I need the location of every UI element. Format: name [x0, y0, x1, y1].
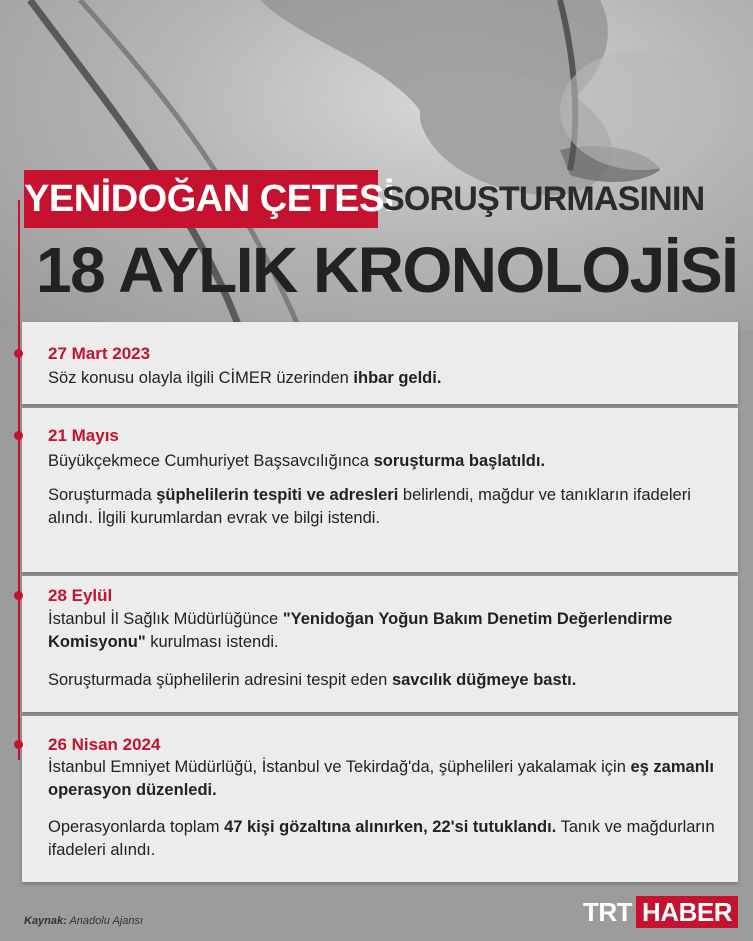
event-date: 27 Mart 2023: [48, 344, 151, 363]
timeline-dot: [14, 591, 23, 600]
event-card: [22, 576, 738, 712]
emphasis-text: ihbar geldi.: [353, 369, 442, 387]
emphasis-text: şüphelilerin tespiti ve adresleri: [156, 486, 399, 504]
timeline-line: [18, 200, 20, 760]
body-text: kurulması istendi.: [145, 633, 279, 651]
source-value: Anadolu Ajansı: [69, 915, 144, 927]
body-text: Soruşturmada şüphelilerin adresini tespit eden: [48, 671, 392, 689]
headline-highlight: YENİDOĞAN ÇETESİ: [24, 170, 378, 228]
event-card: [22, 408, 738, 572]
source-label: Kaynak:: [24, 915, 67, 927]
emphasis-text: eş zamanlı operasyon düzenledi.: [48, 758, 714, 799]
event-text: [48, 756, 718, 862]
timeline-dot: [14, 740, 23, 749]
source-credit: [24, 915, 143, 927]
body-text: Soruşturmada: [48, 486, 157, 504]
event-date: 28 Eylül: [48, 586, 113, 605]
trt-haber-logo: [583, 896, 738, 928]
body-text: İstanbul Emniyet Müdürlüğü, İstanbul ve Tekirdağ'da, şüphelileri yakalamak için: [48, 758, 631, 776]
event-date: 21 Mayıs: [48, 426, 119, 445]
event-paragraph: [48, 484, 718, 530]
emphasis-text: "Yenidoğan Yoğun Bakım Denetim Değerlendirme Komisyonu": [48, 610, 673, 651]
emphasis-text: savcılık düğmeye bastı.: [391, 671, 577, 689]
body-text: Tanık ve mağdurların ifadeleri alındı.: [48, 818, 715, 859]
event-paragraph: [48, 669, 718, 692]
timeline-dot: [14, 349, 23, 358]
emphasis-text: 47 kişi gözaltına alınırken, 22'si tutuklandı.: [224, 818, 557, 836]
event-text: [48, 450, 718, 530]
event-card: [22, 322, 738, 404]
body-text: Operasyonlarda toplam: [48, 818, 225, 836]
event-paragraph: [48, 816, 718, 862]
event-paragraph: [48, 756, 718, 802]
body-text: belirlendi, mağdur ve tanıkların ifadeleri alındı. İlgili kurumlardan evrak ve bilgi istendi.: [48, 486, 691, 527]
event-paragraph: [48, 450, 718, 473]
body-text: İstanbul İl Sağlık Müdürlüğünce: [48, 610, 283, 628]
event-text: [48, 608, 718, 692]
logo-haber-text: HABER: [636, 896, 738, 928]
body-text: Büyükçekmece Cumhuriyet Başsavcılığınca: [48, 452, 374, 470]
emphasis-text: soruşturma başlatıldı.: [373, 452, 546, 470]
event-card: [22, 716, 738, 882]
logo-trt-text: TRT: [583, 896, 633, 927]
headline-line2: 18 AYLIK KRONOLOJİSİ: [36, 234, 738, 306]
timeline-dot: [14, 431, 23, 440]
event-text: [48, 367, 718, 390]
event-paragraph: [48, 608, 718, 654]
event-date: 26 Nisan 2024: [48, 735, 161, 754]
body-text: Söz konusu olayla ilgili CİMER üzerinden: [48, 369, 354, 387]
event-paragraph: [48, 367, 718, 390]
headline-line1: SORUŞTURMASININ: [382, 180, 705, 218]
